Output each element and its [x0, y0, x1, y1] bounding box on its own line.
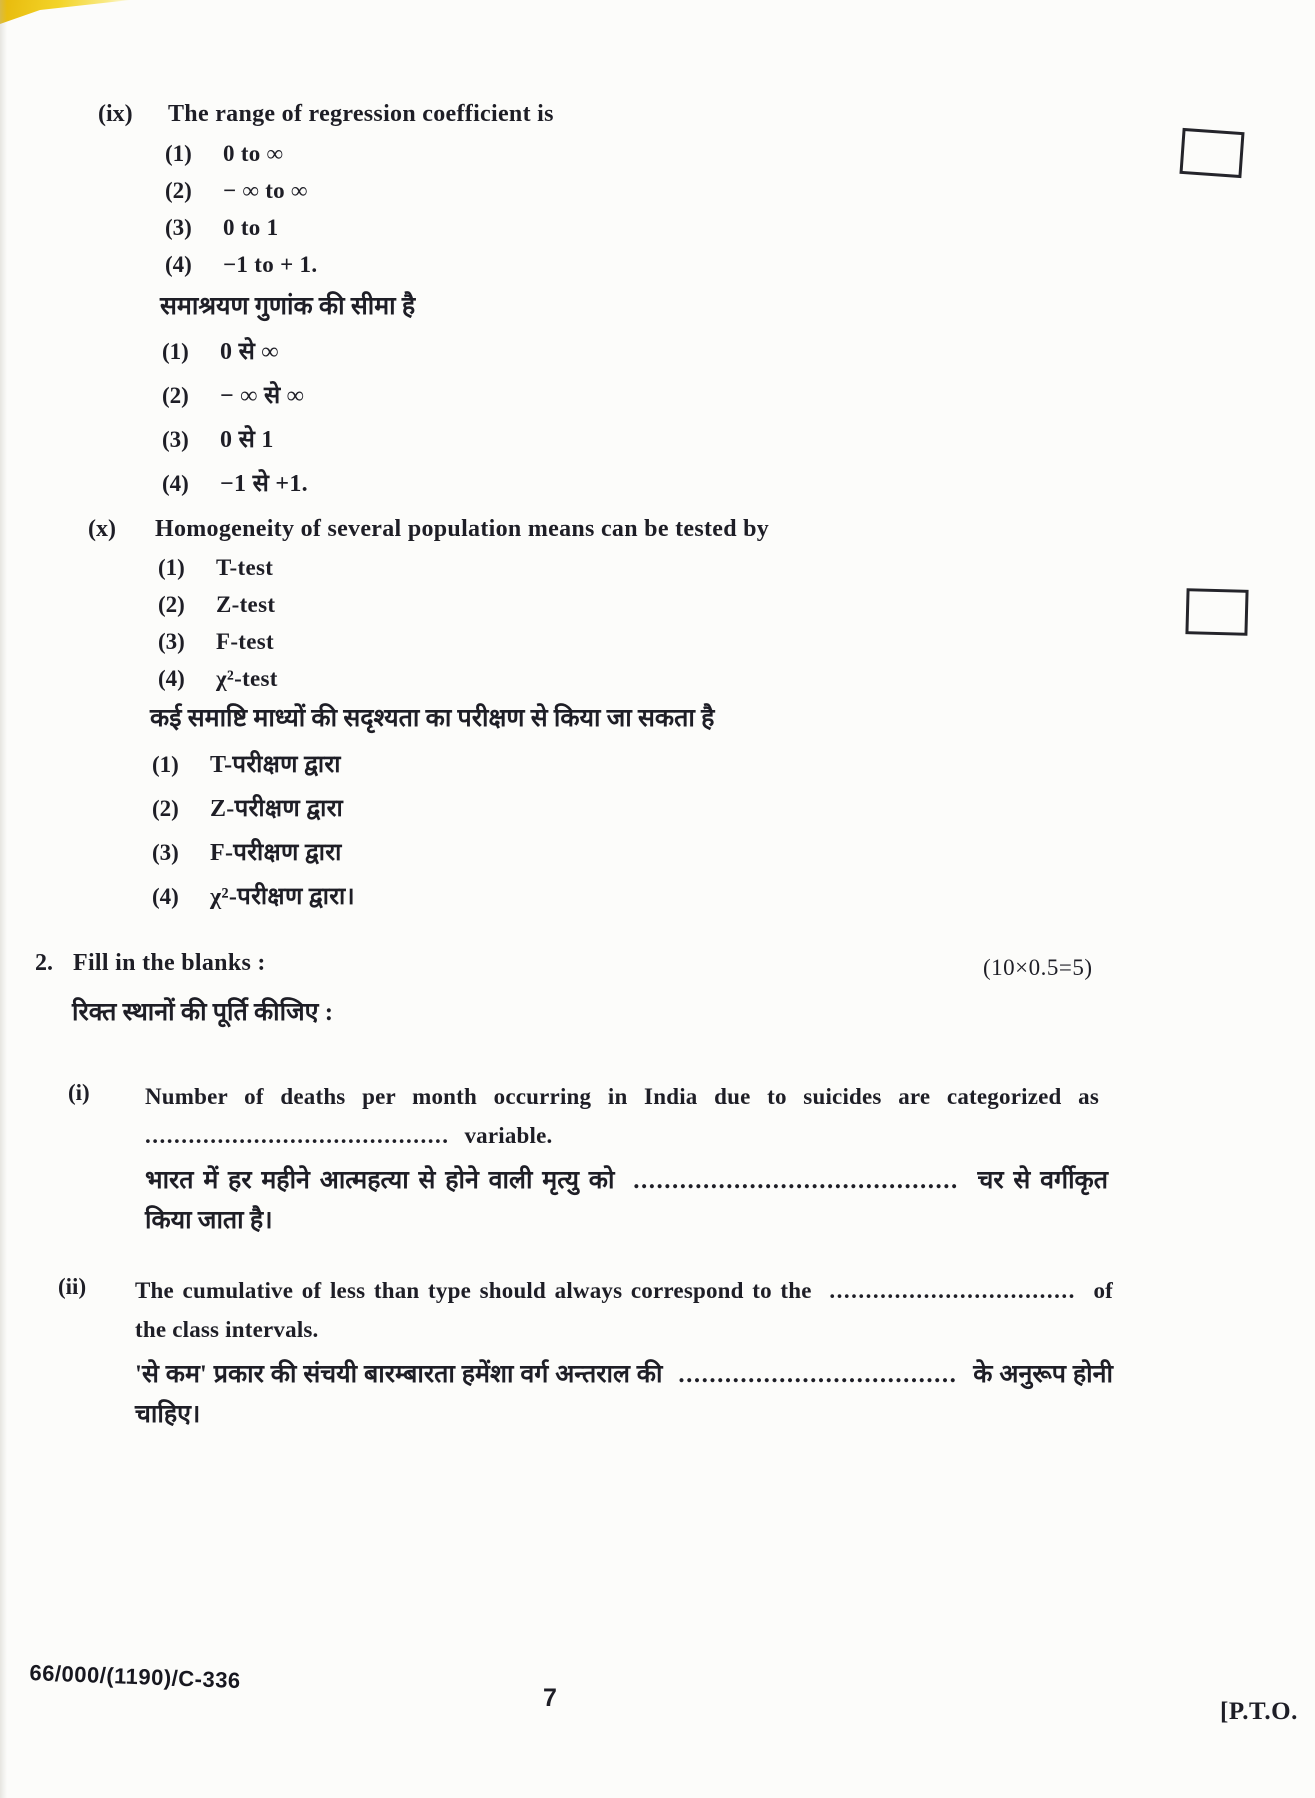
fill-item-ii — [135, 1271, 1113, 1435]
question-x-header — [88, 516, 769, 543]
option-row — [158, 666, 278, 703]
page-number: 7 — [543, 1684, 557, 1712]
option-number: (1) — [162, 339, 189, 364]
option-text: Z-परीक्षण द्वारा — [210, 796, 343, 822]
option-text: −1 to + 1. — [223, 252, 318, 277]
option-row — [165, 178, 317, 215]
option-text: 0 से ∞ — [220, 339, 279, 365]
question-x-options-hindi — [152, 747, 355, 923]
option-row — [165, 215, 317, 252]
option-number: (4) — [158, 666, 185, 691]
question-2-title-hindi: रिक्त स्थानों की पूर्ति कीजिए : — [72, 999, 334, 1026]
fill-text-before: Number of deaths per month occurring in India due to suicides are categorized as — [145, 1084, 1099, 1109]
option-text: T-test — [216, 555, 274, 580]
fill-item-ii-hindi — [135, 1355, 1113, 1435]
option-row — [162, 334, 308, 378]
fill-text-after: चर से वर्गीकृत किया जाता है। — [145, 1167, 1109, 1234]
option-row — [158, 629, 278, 666]
question-ix-text: The range of regression coefficient is — [168, 101, 554, 127]
fill-item-i-english — [145, 1077, 1108, 1155]
fill-item-i-hindi — [145, 1161, 1108, 1241]
question-x-options-english — [158, 555, 278, 703]
fill-text-before: भारत में हर महीने आत्महत्या से होने वाली मृत्यु को — [145, 1167, 615, 1194]
question-2-marks: (10×0.5=5) — [983, 955, 1093, 980]
option-text: χ²-test — [216, 666, 278, 691]
option-row — [152, 791, 355, 835]
question-2-number: 2. — [35, 950, 53, 976]
option-text: −1 से +1. — [220, 471, 308, 497]
question-x-label: (x) — [88, 516, 116, 542]
option-row — [158, 592, 278, 629]
question-2-title: Fill in the blanks : — [73, 950, 266, 976]
option-text: χ²-परीक्षण द्वारा। — [210, 884, 355, 910]
question-ix-options-hindi — [162, 334, 308, 510]
fill-text-after: के अनुरूप होनी चाहिए। — [135, 1361, 1114, 1428]
fill-item-i — [145, 1077, 1108, 1241]
option-number: (3) — [165, 215, 192, 240]
option-text: 0 to ∞ — [223, 141, 284, 166]
question-ix-text-hindi: समाश्रयण गुणांक की सीमा है — [160, 293, 416, 320]
option-row — [162, 422, 308, 466]
question-ix-options-english — [165, 141, 317, 289]
option-text: Z-test — [216, 592, 276, 617]
option-number: (1) — [158, 555, 185, 580]
option-text: 0 to 1 — [223, 215, 279, 240]
question-ix-header — [98, 101, 554, 128]
option-number: (2) — [152, 796, 179, 821]
option-number: (4) — [162, 471, 189, 496]
question-x-text: Homogeneity of several population means can be tested by — [155, 516, 770, 542]
scan-edge-shadow — [0, 0, 7, 1798]
fill-text-after: variable. — [464, 1123, 553, 1148]
fill-item-i-label: (i) — [68, 1080, 90, 1105]
option-row — [165, 141, 317, 178]
option-text: T-परीक्षण द्वारा — [210, 752, 341, 778]
question-x-text-hindi: कई समाष्टि माध्यों की सदृश्यता का परीक्षण से किया जा सकता है — [150, 705, 715, 732]
option-row — [158, 555, 278, 592]
answer-box-question-x[interactable] — [1185, 588, 1248, 636]
option-text: − ∞ to ∞ — [223, 178, 308, 203]
option-number: (1) — [165, 141, 192, 166]
option-number: (3) — [158, 629, 185, 654]
question-2-header — [35, 950, 266, 977]
option-row — [152, 747, 355, 791]
blank-line[interactable]: .......................................... — [633, 1167, 959, 1194]
fill-text-before: 'से कम' प्रकार की संचयी बारम्बारता हमेंशा वर्ग अन्तराल की — [135, 1361, 663, 1388]
fill-item-ii-english — [135, 1271, 1113, 1349]
option-row — [165, 252, 317, 289]
paper-code: 66/000/(1190)/C-336 — [29, 1660, 242, 1694]
question-ix-label: (ix) — [98, 101, 133, 127]
option-row — [162, 466, 308, 510]
option-number: (3) — [162, 427, 189, 452]
option-number: (2) — [165, 178, 192, 203]
option-text: − ∞ से ∞ — [220, 383, 305, 409]
option-row — [152, 879, 355, 923]
pto-label: [P.T.O. — [1220, 1698, 1298, 1725]
option-number: (2) — [158, 592, 185, 617]
option-text: 0 से 1 — [220, 427, 274, 453]
fill-item-ii-label: (ii) — [58, 1274, 87, 1299]
fill-text-after: of the class intervals. — [135, 1278, 1114, 1342]
option-text: F-test — [216, 629, 274, 654]
option-number: (2) — [162, 383, 189, 408]
option-number: (4) — [165, 252, 192, 277]
blank-line[interactable]: .................................. — [829, 1278, 1076, 1303]
highlighter-smudge — [0, 0, 130, 24]
answer-box-question-ix[interactable] — [1179, 128, 1244, 178]
option-row — [162, 378, 308, 422]
fill-text-before: The cumulative of less than type should always correspond to the — [135, 1278, 812, 1303]
option-number: (1) — [152, 752, 179, 777]
option-number: (3) — [152, 840, 179, 865]
blank-line[interactable]: .................................... — [678, 1361, 958, 1388]
option-number: (4) — [152, 884, 179, 909]
blank-line[interactable]: .......................................... — [145, 1123, 450, 1148]
option-row — [152, 835, 355, 879]
option-text: F-परीक्षण द्वारा — [210, 840, 342, 866]
